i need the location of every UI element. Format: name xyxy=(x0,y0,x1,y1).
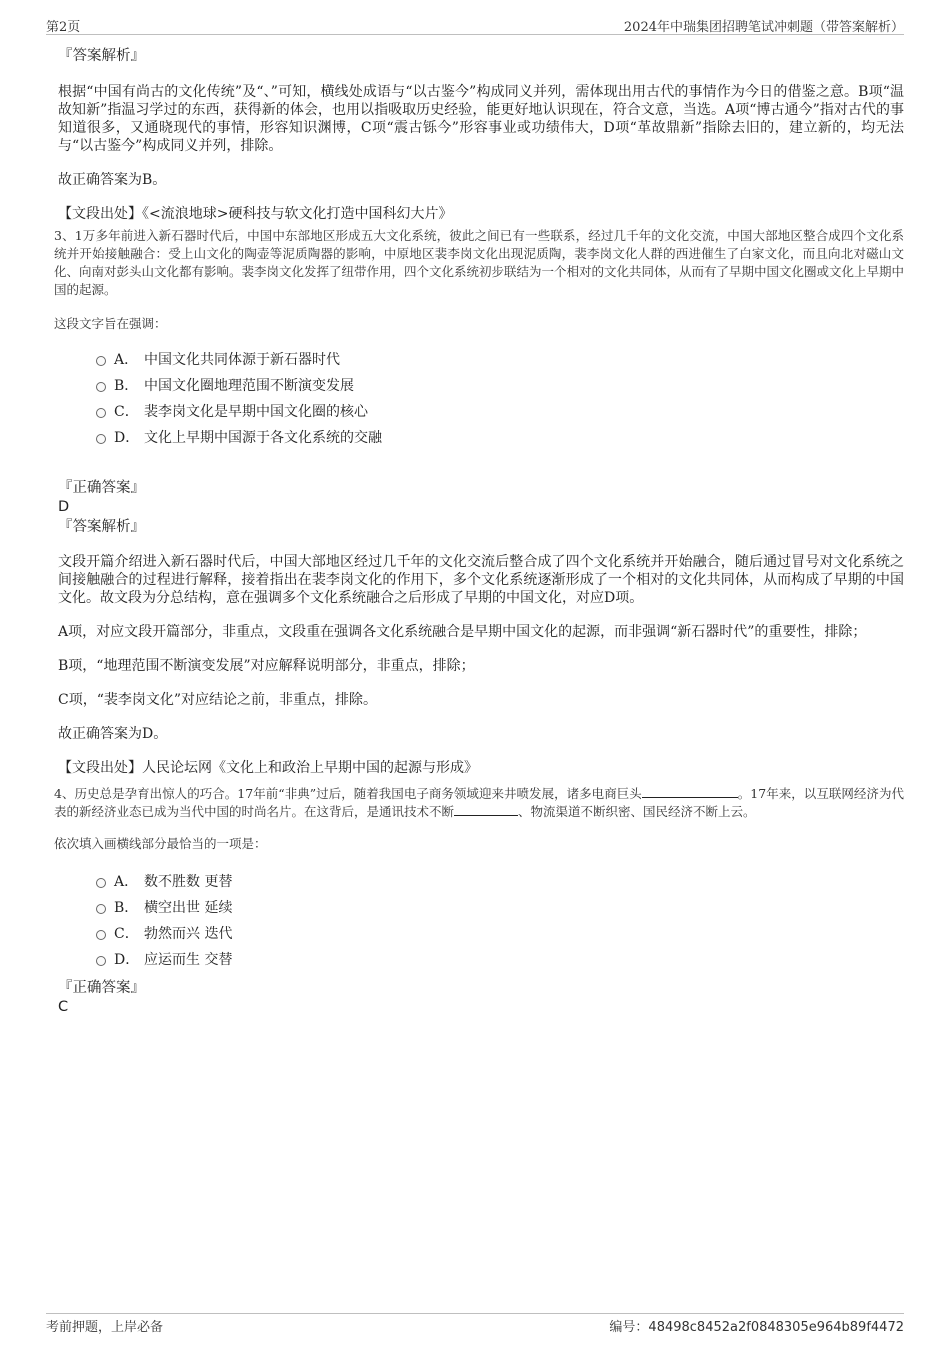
q3-analysis-2: A项，对应文段开篇部分，非重点，文段重在强调各文化系统融合是早期中国文化的起源，而非强调“新石器时代”的重要性，排除； xyxy=(58,624,867,640)
q4-option-b[interactable]: B． 横空出世 延续 xyxy=(96,895,904,921)
q3-analysis-5: 故正确答案为D。 xyxy=(58,726,168,742)
radio-icon[interactable] xyxy=(96,904,106,914)
q4-answer-label: 『正确答案』 xyxy=(58,980,145,996)
fill-blank-1 xyxy=(642,785,738,798)
q4-option-a[interactable]: A． 数不胜数 更替 xyxy=(96,869,904,895)
page-header xyxy=(46,14,904,35)
q3-answer-label: 『正确答案』 xyxy=(58,480,145,496)
q3-options xyxy=(46,347,904,451)
q4-answer: C xyxy=(58,999,69,1015)
radio-icon[interactable] xyxy=(96,356,106,366)
q3-source: 【文段出处】人民论坛网《文化上和政治上早期中国的起源与形成》 xyxy=(58,760,478,776)
q4-option-c[interactable]: C． 勃然而兴 迭代 xyxy=(96,921,904,947)
q2-conclusion: 故正确答案为B。 xyxy=(58,172,167,188)
footer-code: 编号：48498c8452a2f0848305e964b89f4472 xyxy=(609,1320,904,1335)
radio-icon[interactable] xyxy=(96,878,106,888)
q4-option-d[interactable]: D． 应运而生 交替 xyxy=(96,947,904,973)
q3-answer: D xyxy=(58,499,70,515)
q2-source: 【文段出处】《<流浪地球>硬科技与软文化打造中国科幻大片》 xyxy=(58,206,453,222)
page-number: 第2页 xyxy=(46,20,81,35)
q3-option-c[interactable]: C． 裴李岗文化是早期中国文化圈的核心 xyxy=(96,399,904,425)
radio-icon[interactable] xyxy=(96,434,106,444)
page-footer xyxy=(46,1313,904,1335)
q4-stem: 4、历史总是孕育出惊人的巧合。17年前“非典”过后，随着我国电子商务领域迎来井喷发展，诸多电商巨头 。17年来，以互联网经济为代表的新经济业态已成为当代中国的时尚名片。在这背后，是通讯技术不断 、物流渠道不断织密、国民经济不断上云。 xyxy=(54,786,904,819)
q3-option-b[interactable]: B． 中国文化圈地理范围不断演变发展 xyxy=(96,373,904,399)
q3-analysis-4: C项，“裴李岗文化”对应结论之前，非重点，排除。 xyxy=(58,692,378,708)
document-title: 2024年中瑞集团招聘笔试冲刺题（带答案解析） xyxy=(623,20,904,35)
page-content xyxy=(46,44,904,1016)
q3-analysis-3: B项，“地理范围不断演变发展”对应解释说明部分，非重点，排除； xyxy=(58,658,475,674)
radio-icon[interactable] xyxy=(96,930,106,940)
q2-analysis-label: 『答案解析』 xyxy=(58,48,145,64)
q3-option-d[interactable]: D． 文化上早期中国源于各文化系统的交融 xyxy=(96,425,904,451)
q3-prompt: 这段文字旨在强调： xyxy=(54,316,167,331)
radio-icon[interactable] xyxy=(96,408,106,418)
q3-stem: 3、1万多年前进入新石器时代后，中国中东部地区形成五大文化系统，彼此之间已有一些联系，经过几千年的文化交流，中国大部地区整合成四个文化系统并开始接触融合：受上山文化的陶壶等泥质陶器的影响，中原地区裴李岗文化出现泥质陶，裴李岗文化人群的西进催生了白家文化，而且向北对磁山文化、向南对彭头山文化都有影响。裴李岗文化发挥了纽带作用，四个文化系统初步联结为一个相对的文化共同体，从而有了早期中国文化圈或文化上早期中国的起源。 xyxy=(54,228,905,297)
radio-icon[interactable] xyxy=(96,382,106,392)
q2-analysis-text: 根据“中国有尚古的文化传统”及“、”可知，横线处成语与“以古鉴今”构成同义并列，需体现出用古代的事情作为今日的借鉴之意。B项“温故知新”指温习学过的东西，获得新的体会，也用以指吸取历史经验，能更好地认识现在，符合文意，当选。A项“博古通今”指对古代的事知道很多，又通晓现代的事情，形容知识渊博，C项“震古铄今”形容事业或功绩伟大，D项“革故鼎新”指除去旧的，建立新的，均无法与“以古鉴今”构成同义并列，排除。 xyxy=(58,84,904,154)
q3-option-a[interactable]: A． 中国文化共同体源于新石器时代 xyxy=(96,347,904,373)
q4-options xyxy=(46,869,904,973)
q3-analysis-label: 『答案解析』 xyxy=(58,519,145,535)
radio-icon[interactable] xyxy=(96,956,106,966)
footer-slogan: 考前押题，上岸必备 xyxy=(46,1320,164,1335)
fill-blank-2 xyxy=(454,803,518,816)
q3-analysis-1: 文段开篇介绍进入新石器时代后，中国大部地区经过几千年的文化交流后整合成了四个文化系统并开始融合，随后通过冒号对文化系统之间接触融合的过程进行解释，接着指出在裴李岗文化的作用下，多个文化系统逐渐形成了一个相对的文化共同体，从而构成了早期的中国文化。故文段为分总结构，意在强调多个文化系统融合之后形成了早期的中国文化，对应D项。 xyxy=(58,554,904,606)
q4-prompt: 依次填入画横线部分最恰当的一项是： xyxy=(54,836,267,851)
